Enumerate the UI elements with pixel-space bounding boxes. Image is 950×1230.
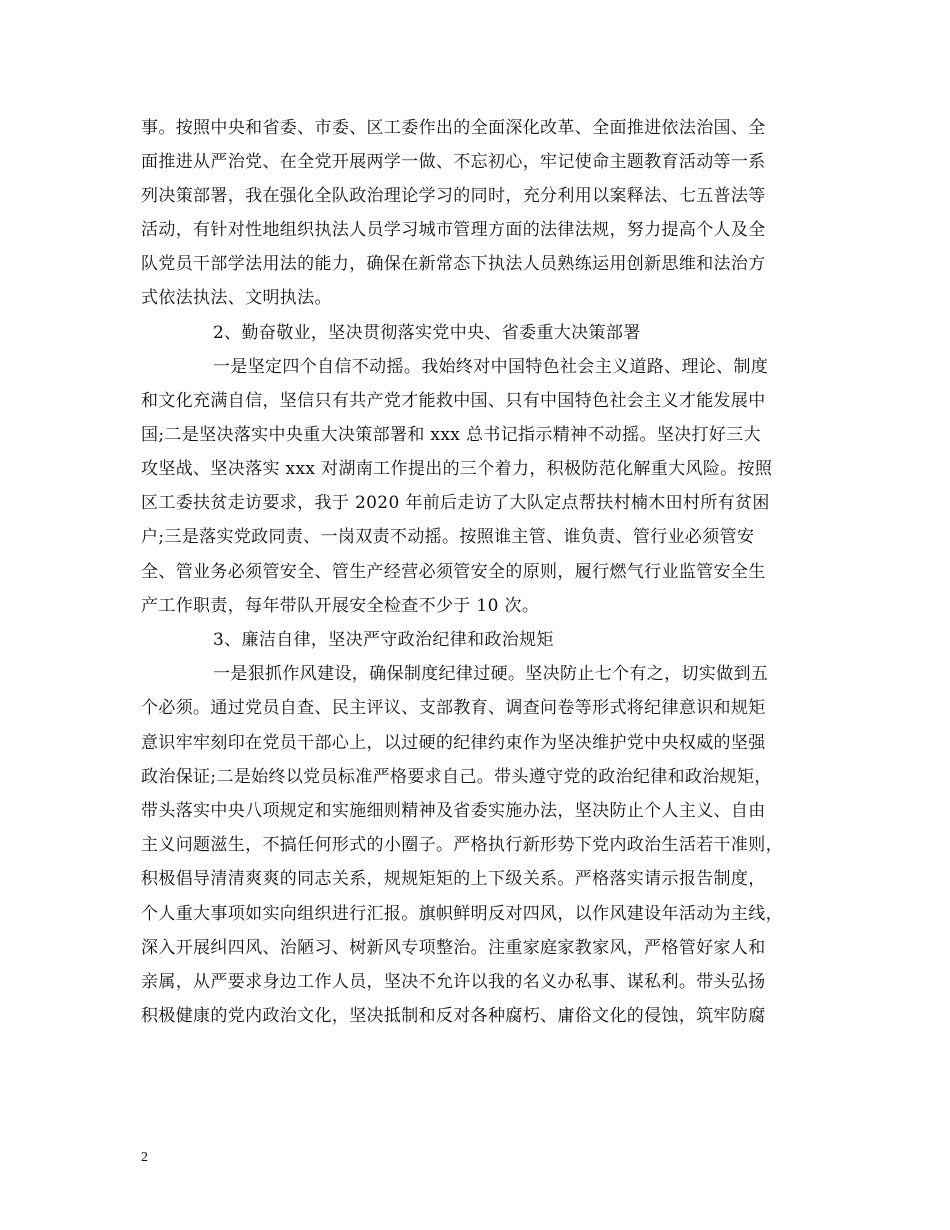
body-text-line: 活动，有针对性地组织执法人员学习城市管理方面的法律法规，努力提高个人及全 [141, 220, 766, 240]
body-text-line: 意识牢牢刻印在党员干部心上，以过硬的纪律约束作为坚决维护党中央权威的坚强 [141, 733, 766, 753]
body-text-line: 深入开展纠四风、治陋习、树新风专项整治。注重家庭家教家风，严格管好家人和 [141, 938, 766, 958]
section-heading: 2、勤奋敬业，坚决贯彻落实党中央、省委重大决策部署 [213, 323, 641, 343]
body-text-line: 产工作职责，每年带队开展安全检查不少于 10 次。 [141, 596, 540, 616]
body-text-line: 积极倡导清清爽爽的同志关系，规规矩矩的上下级关系。严格落实请示报告制度， [141, 869, 766, 889]
body-text-line: 列决策部署，我在强化全队政治理论学习的同时，充分利用以案释法、七五普法等 [141, 186, 766, 206]
body-text-line: 式依法执法、文明执法。 [141, 288, 332, 308]
body-text-line: 国;二是坚决落实中央重大决策部署和 xxx 总书记指示精神不动摇。坚决打好三大 [141, 425, 761, 445]
body-text-line: 政治保证;二是始终以党员标准严格要求自己。带头遵守党的政治纪律和政治规矩， [141, 767, 772, 787]
body-text-line: 队党员干部学法用法的能力，确保在新常态下执法人员熟练运用创新思维和法治方 [141, 254, 766, 274]
page-number: 2 [141, 1150, 148, 1165]
body-text-line: 全、管业务必须管安全、管生产经营必须管安全的原则，履行燃气行业监管安全生 [141, 562, 766, 582]
body-text-line: 和文化充满自信，坚信只有共产党才能救中国、只有中国特色社会主义才能发展中 [141, 391, 766, 411]
body-text-line: 主义问题滋生，不搞任何形式的小圈子。严格执行新形势下党内政治生活若干准则， [141, 835, 783, 855]
body-text-line: 事。按照中央和省委、市委、区工委作出的全面深化改革、全面推进依法治国、全 [141, 118, 766, 138]
body-text-line: 面推进从严治党、在全党开展两学一做、不忘初心，牢记使命主题教育活动等一系 [141, 152, 766, 172]
section-heading: 3、廉洁自律，坚决严守政治纪律和政治规矩 [213, 630, 554, 650]
body-text-line: 攻坚战、坚决落实 xxx 对湖南工作提出的三个着力，积极防范化解重大风险。按照 [141, 459, 773, 479]
body-text-line: 带头落实中央八项规定和实施细则精神及省委实施办法，坚决防止个人主义、自由 [141, 801, 766, 821]
body-text-line: 一是坚定四个自信不动摇。我始终对中国特色社会主义道路、理论、制度 [213, 357, 769, 377]
body-text-line: 个必须。通过党员自查、民主评议、支部教育、调查问卷等形式将纪律意识和规矩 [141, 698, 766, 718]
body-text-line: 积极健康的党内政治文化，坚决抵制和反对各种腐朽、庸俗文化的侵蚀，筑牢防腐 [141, 1006, 766, 1026]
body-text-line: 区工委扶贫走访要求，我于 2020 年前后走访了大队定点帮扶村楠木田村所有贫困 [141, 493, 770, 513]
body-text-line: 个人重大事项如实向组织进行汇报。旗帜鲜明反对四风，以作风建设年活动为主线， [141, 904, 783, 924]
body-text-line: 亲属，从严要求身边工作人员，坚决不允许以我的名义办私事、谋私利。带头弘扬 [141, 972, 766, 992]
body-text-line: 户;三是落实党政同责、一岗双责不动摇。按照谁主管、谁负责、管行业必须管安 [141, 527, 755, 547]
body-text-line: 一是狠抓作风建设，确保制度纪律过硬。坚决防止七个有之，切实做到五 [213, 664, 769, 684]
